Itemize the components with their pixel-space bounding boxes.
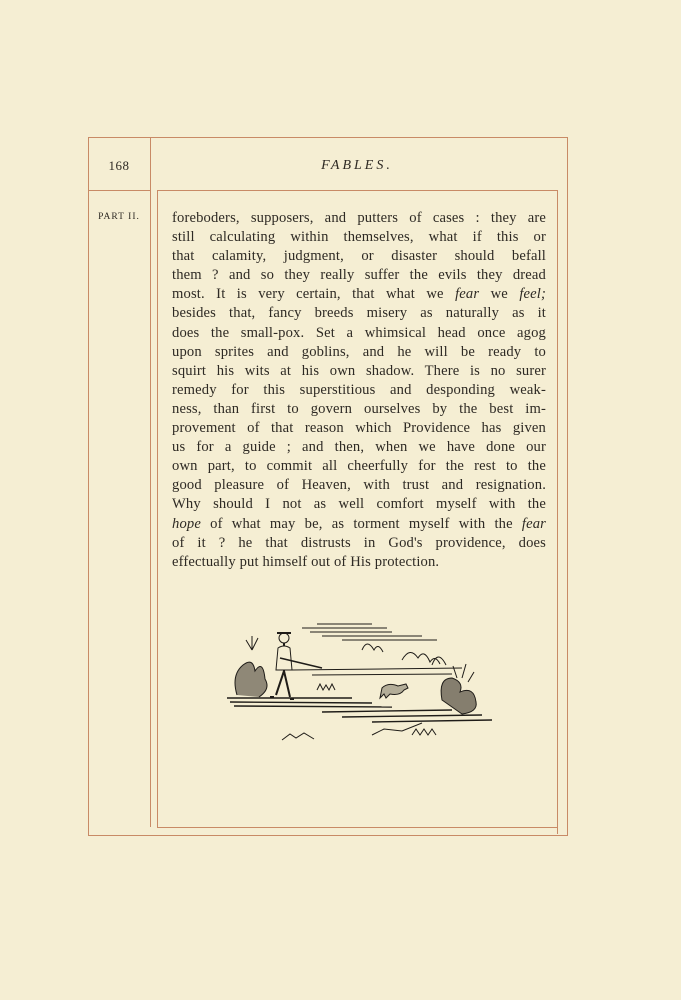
body-text xyxy=(172,209,546,572)
text-line: Why should I not as well comfort myself with the xyxy=(172,496,546,513)
page-number: 168 xyxy=(108,158,130,173)
text-line: most. It is very certain, that what we fear we feel; xyxy=(172,286,546,303)
header-rule xyxy=(157,190,557,191)
text-line: us for a guide ; and then, when we have done our xyxy=(172,439,546,456)
text-line: upon sprites and goblins, and he will be ready to xyxy=(172,343,546,360)
text-line: effectually put himself out of His protection. xyxy=(172,553,440,570)
part-label: PART II. xyxy=(98,212,140,222)
text-line: does the small-pox. Set a whimsical head once agog xyxy=(172,324,546,341)
text-line: that calamity, judgment, or disaster should befall xyxy=(172,248,546,265)
hunter-vignette-illustration xyxy=(222,620,497,745)
text-column-rule-right xyxy=(557,190,558,834)
text-line: own part, to commit all cheerfully for the rest to the xyxy=(172,458,546,475)
running-head: FABLES. xyxy=(321,158,393,173)
text-line: of it ? he that distrusts in God's providence, does xyxy=(172,534,546,551)
text-line: remedy for this superstitious and desponding weak- xyxy=(172,381,546,398)
margin-column-rule xyxy=(150,137,151,827)
text-line: hope of what may be, as torment myself with the fear xyxy=(172,515,546,532)
text-column-rule-bottom xyxy=(157,827,557,828)
text-line: still calculating within themselves, what if this or xyxy=(172,229,546,246)
text-column-rule xyxy=(157,190,158,827)
text-line: good pleasure of Heaven, with trust and resignation. xyxy=(172,477,546,494)
text-line: squirt his wits at his own shadow. There is no surer xyxy=(172,362,546,379)
text-line: ness, than first to govern ourselves by the best im- xyxy=(172,400,546,417)
text-line: foreboders, supposers, and putters of cases : they are xyxy=(172,210,546,226)
text-line: besides that, fancy breeds misery as naturally as it xyxy=(172,305,546,322)
text-line: provement of that reason which Providence has given xyxy=(172,420,546,437)
text-line: them ? and so they really suffer the evils they dread xyxy=(172,267,546,284)
header-rule-left xyxy=(88,190,150,191)
